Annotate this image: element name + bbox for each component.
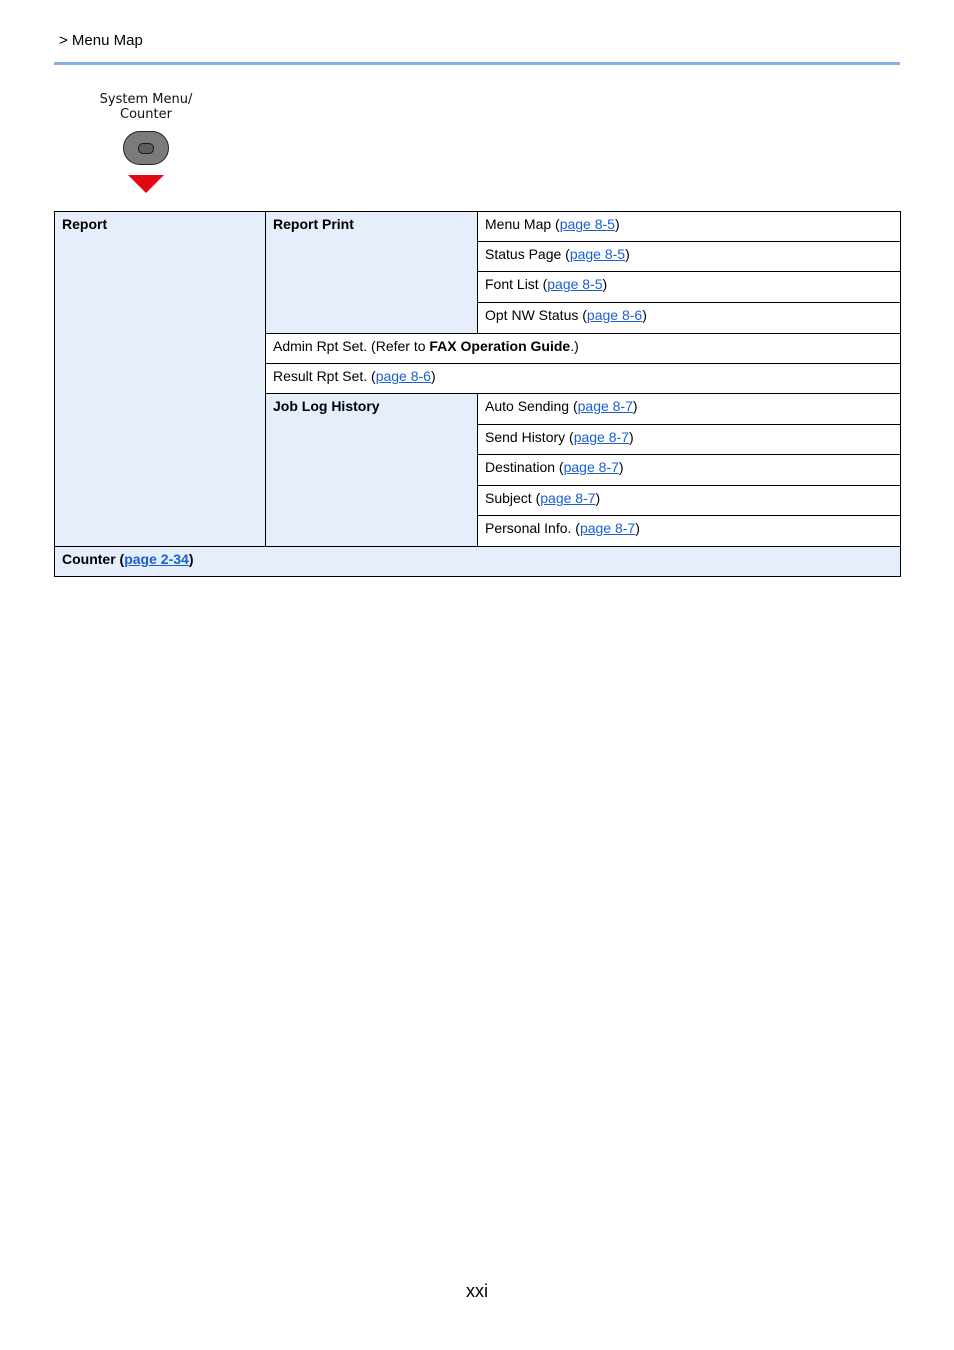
menu-item-personal-info [478, 516, 901, 547]
page-link[interactable]: page 2-34 [124, 551, 189, 567]
page-link[interactable]: page 8-6 [586, 307, 643, 323]
item-suffix: ) [632, 398, 638, 414]
page-link[interactable]: page 8-7 [540, 490, 596, 506]
menu-item-opt-nw-status [478, 303, 901, 334]
item-suffix: ) [188, 551, 194, 567]
menu-report-print: Report Print [266, 212, 478, 334]
item-suffix: ) [628, 429, 634, 445]
page-link[interactable]: page 8-5 [559, 216, 615, 232]
item-suffix: .) [570, 338, 579, 354]
menu-item-menu-map [478, 212, 901, 242]
item-label: Personal Info. ( [485, 520, 580, 536]
item-suffix: ) [595, 490, 601, 506]
guide-name: FAX Operation Guide [429, 338, 571, 354]
item-label: Menu Map ( [485, 216, 560, 232]
page-link[interactable]: page 8-7 [577, 398, 633, 414]
item-suffix: ) [635, 520, 640, 536]
page-number: xxi [466, 1281, 488, 1301]
item-suffix: ) [642, 307, 647, 323]
indicator-led-icon [138, 143, 154, 154]
menu-item-status-page [478, 242, 901, 272]
item-label: Result Rpt Set. ( [273, 368, 376, 384]
item-suffix: ) [625, 246, 630, 262]
menu-job-log-history: Job Log History [266, 394, 478, 547]
breadcrumb: > Menu Map [59, 32, 143, 49]
key-label [90, 92, 202, 122]
item-suffix: ) [618, 459, 624, 475]
page-link[interactable]: page 8-5 [569, 246, 626, 262]
page-link[interactable]: page 8-7 [579, 520, 636, 536]
menu-map-table [54, 211, 901, 577]
item-label: Opt NW Status ( [485, 307, 587, 323]
key-label-line2: Counter [120, 107, 172, 122]
item-label: Send History ( [485, 429, 574, 445]
menu-item-auto-sending [478, 394, 901, 425]
item-label: Status Page ( [485, 246, 570, 262]
down-arrow-icon [128, 175, 164, 193]
page-link[interactable]: page 8-7 [563, 459, 619, 475]
menu-item-admin-rpt-set [266, 334, 901, 364]
menu-counter [55, 547, 901, 577]
item-suffix: ) [430, 368, 436, 384]
menu-report: Report [55, 212, 266, 547]
item-label: Font List ( [485, 276, 548, 292]
item-suffix: ) [614, 216, 620, 232]
menu-item-send-history [478, 425, 901, 455]
page-link[interactable]: page 8-5 [547, 276, 603, 292]
item-label: Auto Sending ( [485, 398, 578, 414]
item-suffix: ) [602, 276, 608, 292]
menu-item-font-list [478, 272, 901, 303]
header-rule [54, 62, 900, 65]
item-label: Subject ( [485, 490, 541, 506]
item-label: Counter ( [62, 551, 125, 567]
item-label: Destination ( [485, 459, 564, 475]
menu-item-result-rpt-set [266, 364, 901, 394]
key-label-line1: System Menu/ [99, 92, 193, 107]
menu-item-destination [478, 455, 901, 486]
menu-item-subject [478, 486, 901, 516]
page-link[interactable]: page 8-6 [375, 368, 431, 384]
item-label: Admin Rpt Set. (Refer to [273, 338, 430, 354]
page-link[interactable]: page 8-7 [573, 429, 629, 445]
system-menu-counter-button-icon [123, 131, 169, 165]
system-menu-counter-key [90, 92, 202, 193]
